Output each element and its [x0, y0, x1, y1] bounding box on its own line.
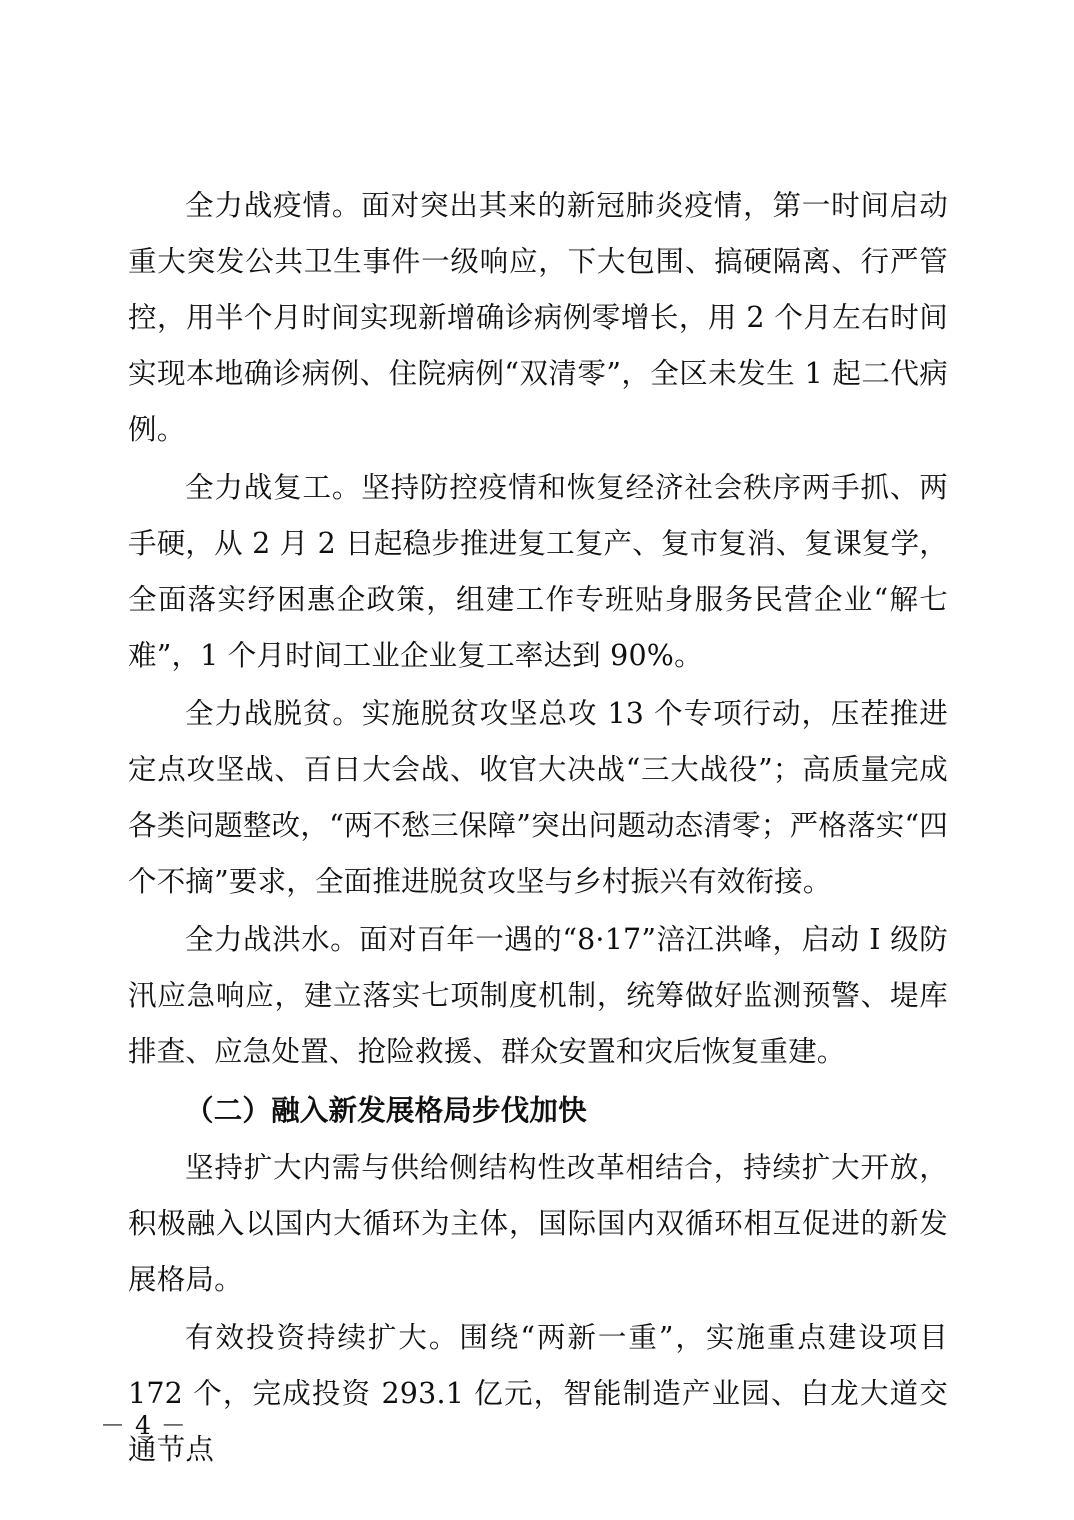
paragraph: 坚持扩大内需与供给侧结构性改革相结合，持续扩大开放，积极融入以国内大循环为主体，国际国内双循环相互促进的新发展格局。 — [128, 1151, 948, 1296]
paragraph: 有效投资持续扩大。围绕“两新一重”，实施重点建设项目 172 个，完成投资 293.1 亿元，智能制造产业园、白龙大道交通节点 — [128, 1321, 948, 1466]
section-heading: （二）融入新发展格局步伐加快 — [185, 1093, 587, 1127]
paragraph: 全力战脱贫。实施脱贫攻坚总攻 13 个专项行动，压茬推进定点攻坚战、百日大会战、收官大决战“三大战役”；高质量完成各类问题整改，“两不愁三保障”突出问题动态清零；严格落实“四个不摘”要求，全面推进脱贫攻坚与乡村振兴有效衔接。 — [128, 697, 948, 898]
paragraph: 全力战洪水。面对百年一遇的“8·17”涪江洪峰，启动 I 级防汛应急响应，建立落实七项制度机制，统筹做好监测预警、堤库排查、应急处置、抢险救援、群众安置和灾后恢复重建。 — [128, 923, 948, 1068]
paragraph: 全力战复工。坚持防控疫情和恢复经济社会秩序两手抓、两手硬，从 2 月 2 日起稳步推进复工复产、复市复消、复课复学，全面落实纾困惠企政策，组建工作专班贴身服务民营企业“解七难”，1 个月时间工业企业复工率达到 90%。 — [128, 471, 948, 672]
paragraph: 全力战疫情。面对突出其来的新冠肺炎疫情，第一时间启动重大突发公共卫生事件一级响应，下大包围、搞硬隔离、行严管控，用半个月时间实现新增确诊病例零增长，用 2 个月左右时间实现本地确诊病例、住院病例“双清零”，全区未发生 1 起二代病例。 — [128, 189, 948, 446]
page-number: － 4 － — [100, 1411, 187, 1440]
document-body — [128, 178, 948, 1480]
